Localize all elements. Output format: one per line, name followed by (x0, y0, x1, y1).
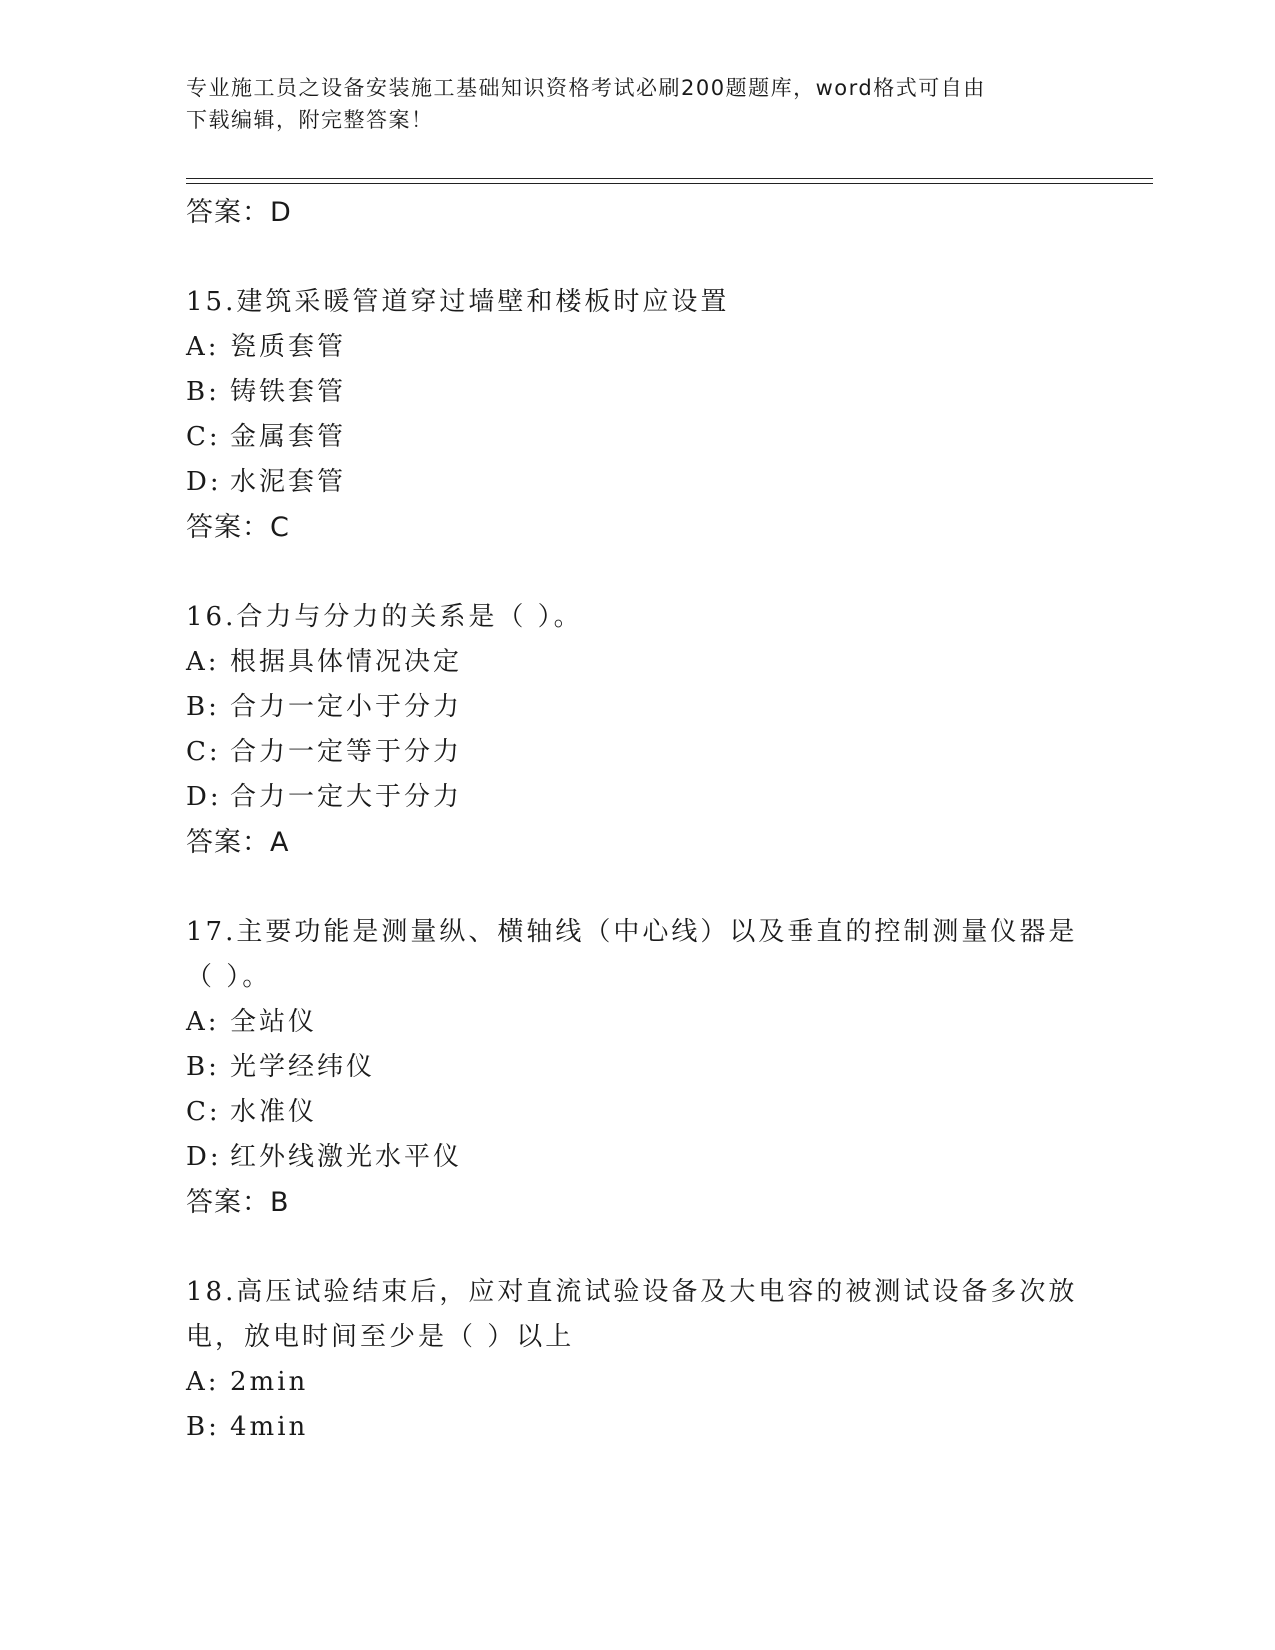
answer-label: 答案：D (186, 197, 292, 228)
option-a (186, 325, 1086, 370)
option-key: B: (186, 377, 220, 407)
option-b (186, 1045, 1086, 1090)
header-divider-top (186, 178, 1153, 179)
option-d (186, 775, 1086, 820)
option-key: A: (186, 332, 220, 362)
option-a (186, 640, 1086, 685)
option-a (186, 1000, 1086, 1045)
answer-label: 答案：C (186, 512, 290, 543)
answer-label: 答案：B (186, 1187, 290, 1218)
option-text: 瓷质套管 (230, 332, 347, 362)
option-key: A: (186, 1007, 220, 1037)
question-stem: 18.高压试验结束后，应对直流试验设备及大电容的被测试设备多次放电，放电时间至少是（ ）以上 (186, 1277, 1078, 1352)
question-stem: 17.主要功能是测量纵、横轴线（中心线）以及垂直的控制测量仪器是（ ）。 (186, 917, 1078, 992)
option-key: D: (186, 1142, 222, 1172)
option-text: 水泥套管 (230, 467, 347, 497)
option-c (186, 730, 1086, 775)
option-text: 光学经纬仪 (230, 1052, 376, 1082)
document-header (186, 72, 1066, 136)
option-b (186, 1405, 1086, 1450)
option-c (186, 1090, 1086, 1135)
option-key: C: (186, 1097, 221, 1127)
header-divider-bottom (186, 183, 1153, 184)
header-line-2: 下载编辑，附完整答案！ (186, 108, 434, 132)
option-text: 合力一定大于分力 (230, 782, 463, 812)
option-key: A: (186, 647, 220, 677)
option-key: A: (186, 1367, 220, 1397)
option-text: 红外线激光水平仪 (230, 1142, 463, 1172)
option-key: D: (186, 467, 222, 497)
option-key: B: (186, 692, 220, 722)
question-15 (186, 280, 1086, 551)
question-16 (186, 595, 1086, 866)
option-text: 根据具体情况决定 (230, 647, 463, 677)
option-text: 合力一定小于分力 (230, 692, 463, 722)
option-d (186, 460, 1086, 505)
option-key: B: (186, 1412, 220, 1442)
option-text: 合力一定等于分力 (230, 737, 463, 767)
question-list (186, 190, 1086, 1450)
option-text: 2min (230, 1367, 309, 1397)
option-key: C: (186, 737, 221, 767)
option-text: 全站仪 (230, 1007, 318, 1037)
header-line-1: 专业施工员之设备安装施工基础知识资格考试必刷200题题库，word格式可自由 (186, 76, 986, 100)
option-text: 4min (230, 1412, 309, 1442)
option-text: 铸铁套管 (230, 377, 347, 407)
option-key: D: (186, 782, 222, 812)
answer-label: 答案：A (186, 827, 290, 858)
option-key: B: (186, 1052, 220, 1082)
option-text: 金属套管 (230, 422, 347, 452)
question-stem: 16.合力与分力的关系是（ ）。 (186, 602, 583, 632)
option-d (186, 1135, 1086, 1180)
option-b (186, 685, 1086, 730)
option-b (186, 370, 1086, 415)
option-a (186, 1360, 1086, 1405)
option-c (186, 415, 1086, 460)
question-stem: 15.建筑采暖管道穿过墙壁和楼板时应设置 (186, 287, 730, 317)
option-key: C: (186, 422, 221, 452)
question-18 (186, 1270, 1086, 1450)
option-text: 水准仪 (230, 1097, 318, 1127)
question-17 (186, 910, 1086, 1226)
